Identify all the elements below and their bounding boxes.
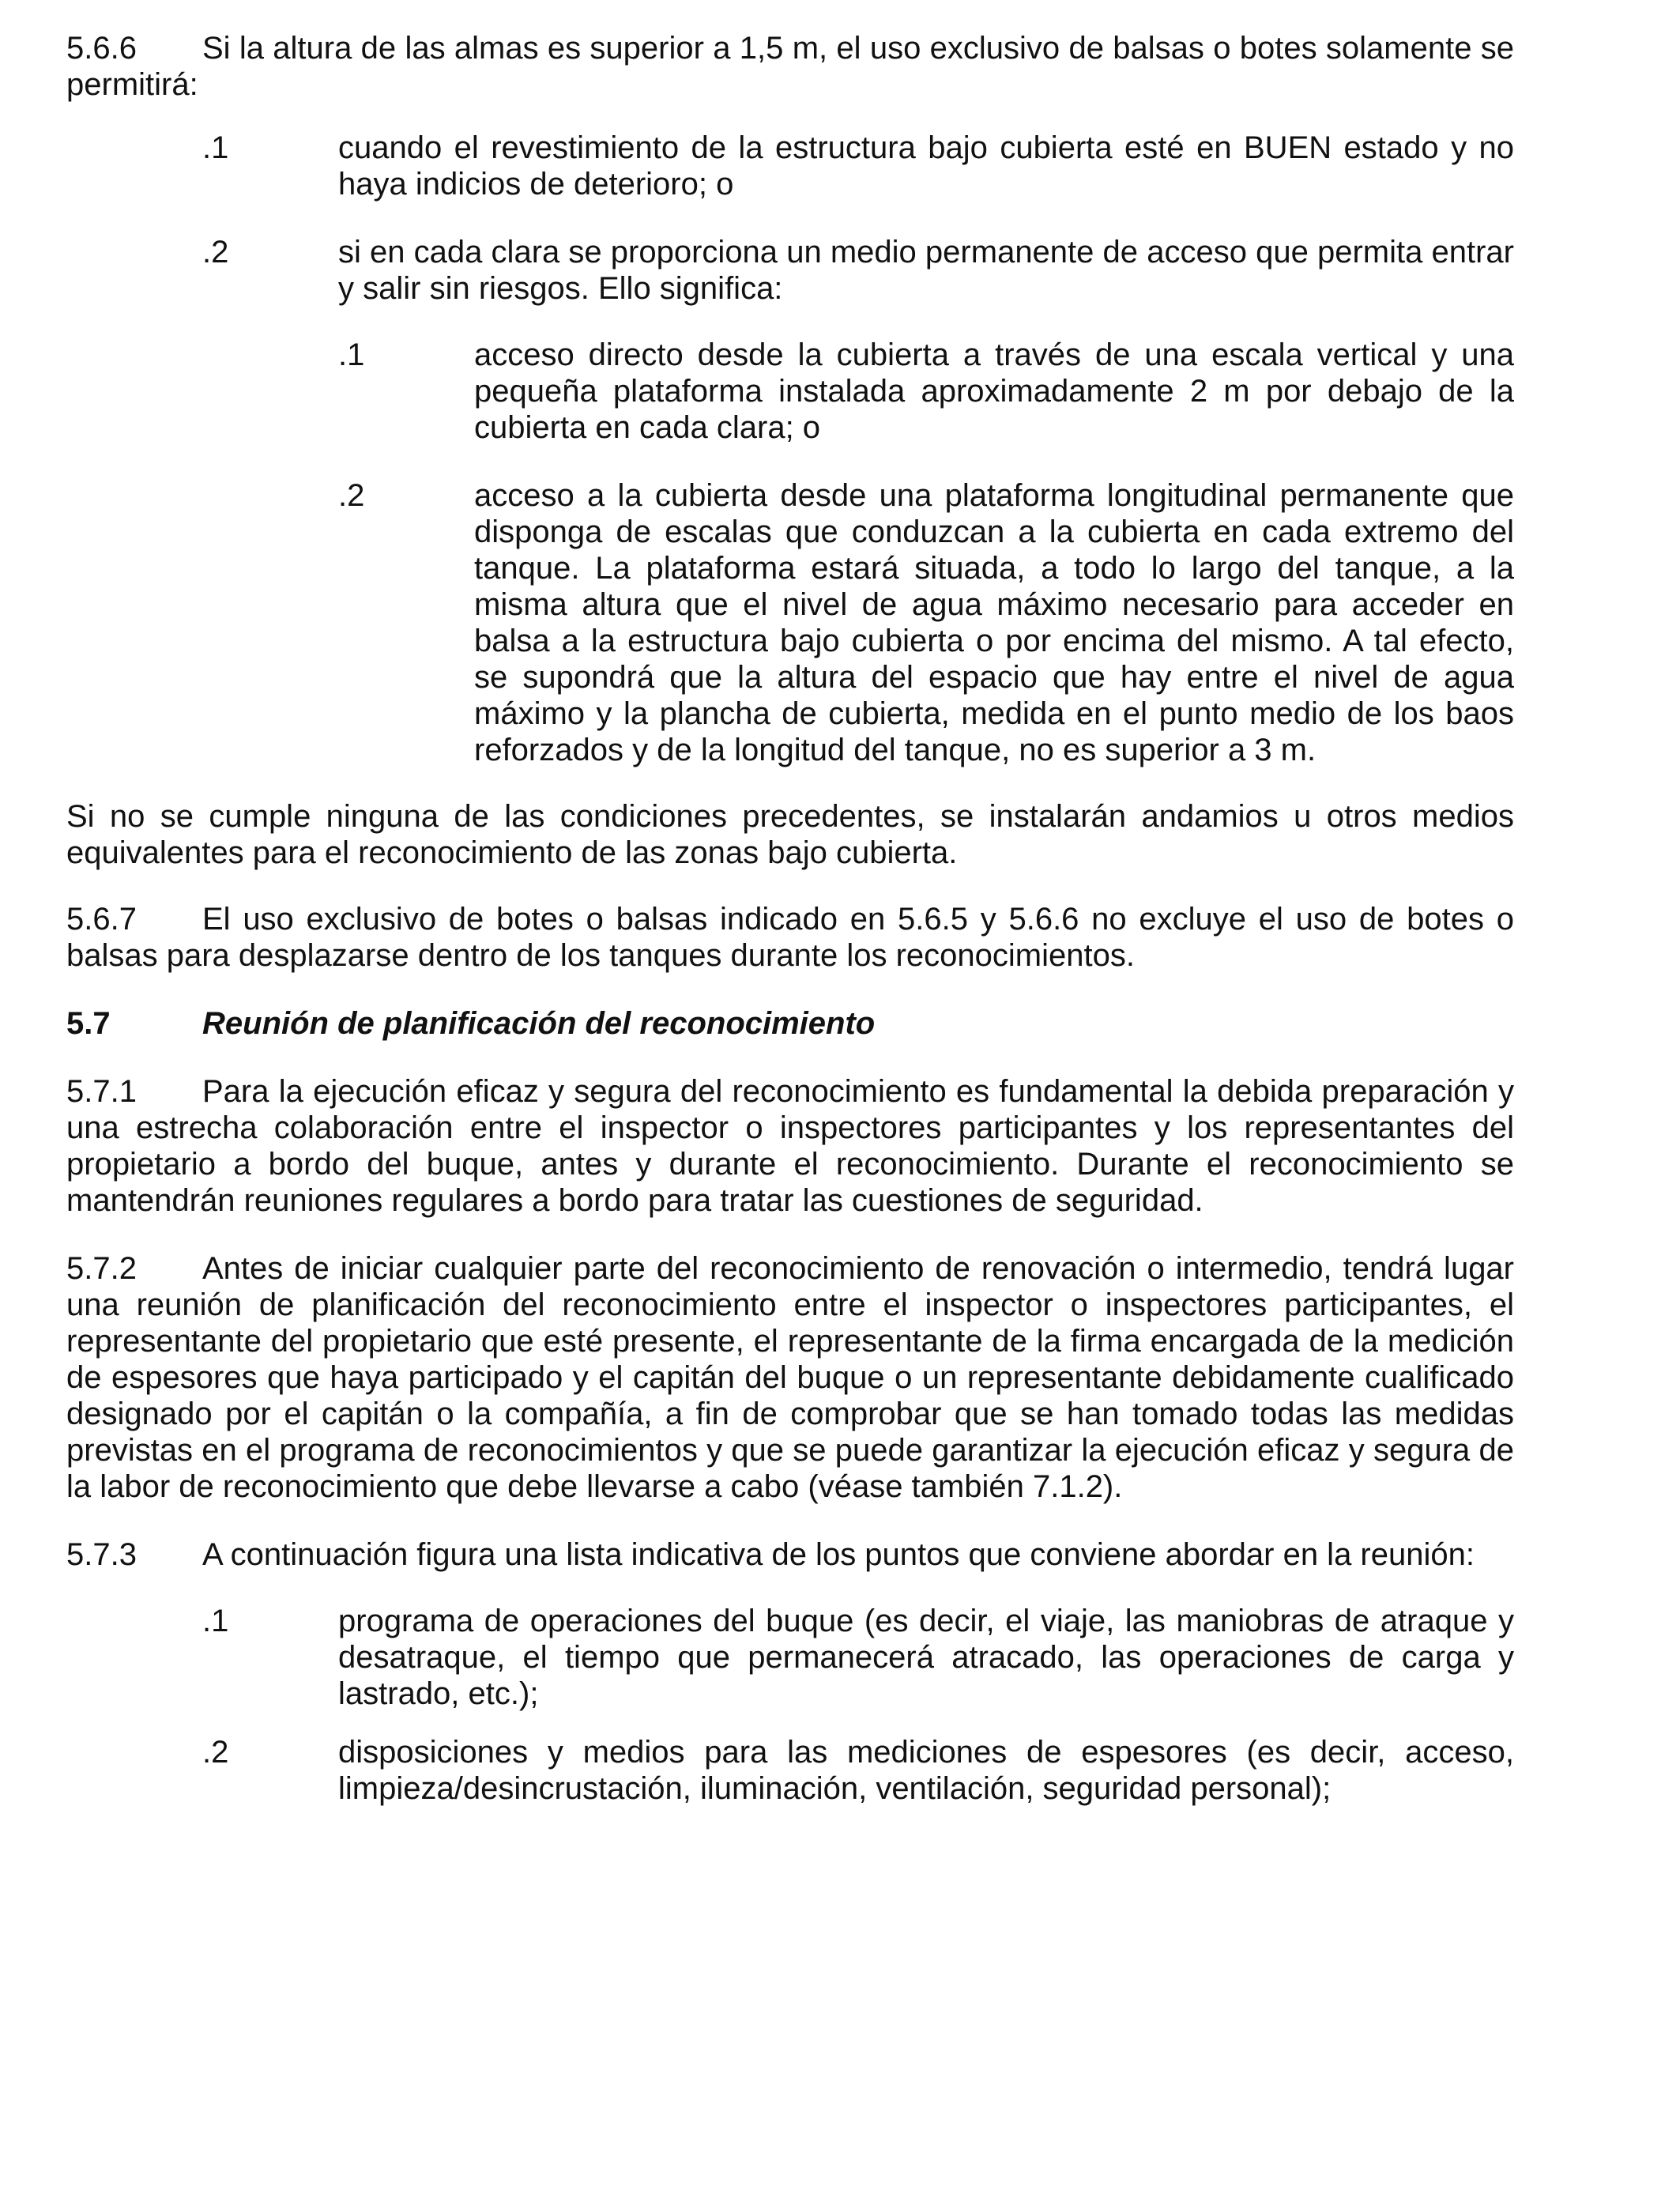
paragraph-number: 5.6.6 bbox=[66, 31, 137, 66]
paragraph-5-6-6 bbox=[66, 30, 1514, 103]
list-item-text: disposiciones y medios para las mediciones de espesores (es decir, acceso, limpieza/desincrustación, iluminación, ventilación, seguridad personal); bbox=[338, 1735, 1514, 1806]
paragraph-number: 5.7.1 bbox=[66, 1074, 137, 1109]
list-item-text: cuando el revestimiento de la estructura bajo cubierta esté en BUEN estado y no haya indicios de deterioro; o bbox=[338, 130, 1514, 202]
paragraph-5-7-1 bbox=[66, 1073, 1514, 1219]
sub-list-item-label: .1 bbox=[338, 337, 365, 372]
paragraph-number: 5.7.2 bbox=[66, 1251, 137, 1286]
paragraph-number: 5.6.7 bbox=[66, 902, 137, 937]
list-item-label: .2 bbox=[202, 235, 229, 270]
section-heading-5-7 bbox=[66, 1005, 1514, 1042]
section-number: 5.7 bbox=[66, 1006, 111, 1041]
sub-list-item bbox=[66, 477, 1514, 768]
paragraph-text: A continuación figura una lista indicativa de los puntos que conviene abordar en la reunión: bbox=[202, 1537, 1475, 1572]
paragraph-5-6-7 bbox=[66, 901, 1514, 974]
paragraph-5-7-2 bbox=[66, 1250, 1514, 1505]
paragraph-text: Si no se cumple ninguna de las condiciones precedentes, se instalarán andamios u otros medios equivalentes para el reconocimiento de las zonas bajo cubierta. bbox=[66, 799, 1514, 870]
sub-list-item-text: acceso a la cubierta desde una plataforma longitudinal permanente que disponga de escalas que conduzcan a la cubierta en cada extremo del tanque. La plataforma estará situada, a todo lo largo del tanque, a la misma altura que el nivel de agua máximo necesario para acceder en balsa a la estructura bajo cubierta o por encima del mismo. A tal efecto, se supondrá que la altura del espacio que hay entre el nivel de agua máximo y la plancha de cubierta, medida en el punto medio de los baos reforzados y de la longitud del tanque, no es superior a 3 m. bbox=[474, 478, 1514, 767]
list-item bbox=[66, 234, 1514, 307]
section-title: Reunión de planificación del reconocimiento bbox=[202, 1006, 876, 1041]
list-item-label: .1 bbox=[202, 130, 229, 165]
paragraph-5-7-3 bbox=[66, 1536, 1514, 1573]
list-item-label: .1 bbox=[202, 1604, 229, 1638]
list-item-text: programa de operaciones del buque (es decir, el viaje, las maniobras de atraque y desatraque, el tiempo que permanecerá atracado, las operaciones de carga y lastrado, etc.); bbox=[338, 1604, 1514, 1711]
list-item bbox=[66, 1734, 1514, 1807]
list-item-label: .2 bbox=[202, 1735, 229, 1770]
paragraph-text: Para la ejecución eficaz y segura del reconocimiento es fundamental la debida preparación y una estrecha colaboración entre el inspector o inspectores participantes y los representantes del propietario a bordo del buque, antes y durante el reconocimiento. Durante el reconocimiento se mantendrán reuniones regulares a bordo para tratar las cuestiones de seguridad. bbox=[66, 1074, 1514, 1218]
sub-list-item-label: .2 bbox=[338, 478, 365, 513]
sub-list-item-text: acceso directo desde la cubierta a través de una escala vertical y una pequeña plataforma instalada aproximadamente 2 m por debajo de la cubierta en cada clara; o bbox=[474, 337, 1514, 445]
list-item-text: si en cada clara se proporciona un medio permanente de acceso que permita entrar y salir sin riesgos. Ello significa: bbox=[338, 235, 1514, 306]
paragraph-text: Si la altura de las almas es superior a 1,5 m, el uso exclusivo de balsas o botes solamente se permitirá: bbox=[66, 31, 1514, 102]
list-item bbox=[66, 1603, 1514, 1712]
list-item bbox=[66, 130, 1514, 202]
paragraph-conditions bbox=[66, 798, 1514, 871]
sub-list-item bbox=[66, 337, 1514, 446]
paragraph-text: El uso exclusivo de botes o balsas indicado en 5.6.5 y 5.6.6 no excluye el uso de botes o balsas para desplazarse dentro de los tanques durante los reconocimientos. bbox=[66, 902, 1514, 973]
paragraph-text: Antes de iniciar cualquier parte del reconocimiento de renovación o intermedio, tendrá lugar una reunión de planificación del reconocimiento entre el inspector o inspectores participantes, el representante del propietario que esté presente, el representante de la firma encargada de la medición de espesores que haya participado y el capitán del buque o un representante debidamente cualificado designado por el capitán o la compañía, a fin de comprobar que se han tomado todas las medidas previstas en el programa de reconocimientos y que se puede garantizar la ejecución eficaz y segura de la labor de reconocimiento que debe llevarse a cabo (véase también 7.1.2). bbox=[66, 1251, 1514, 1504]
document-page bbox=[66, 30, 1514, 1807]
paragraph-number: 5.7.3 bbox=[66, 1537, 137, 1572]
